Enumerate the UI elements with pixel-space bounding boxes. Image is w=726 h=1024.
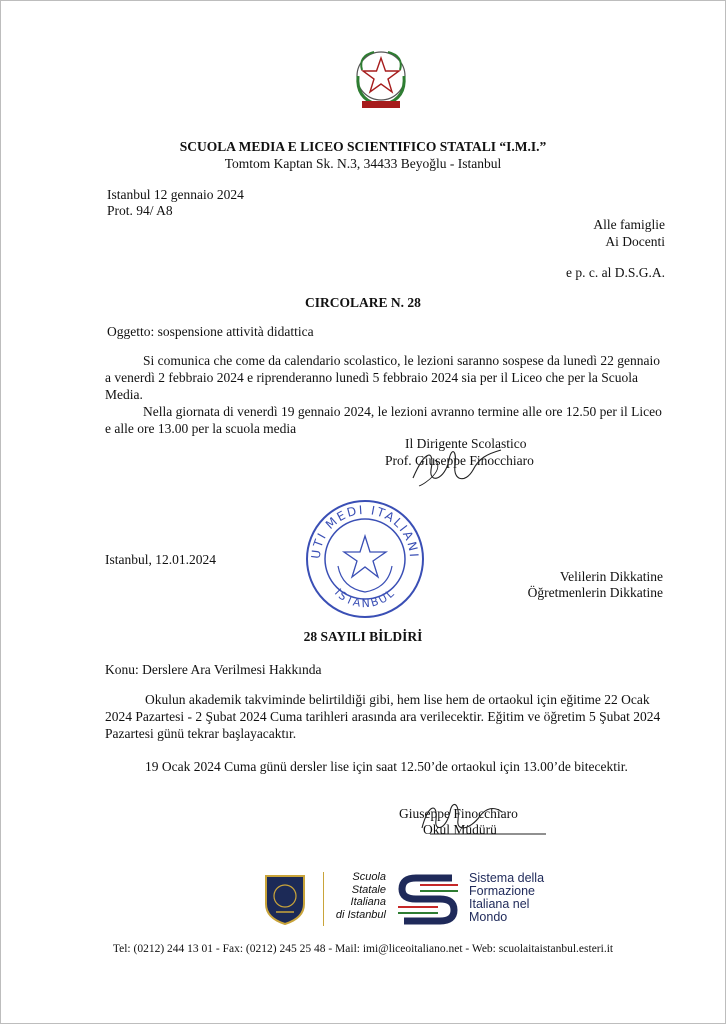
- handwritten-signature-icon: [405, 440, 515, 490]
- it-place-date: Istanbul 12 gennaio 2024: [107, 187, 244, 202]
- school-stamp-icon: [302, 496, 428, 622]
- school-logo-line: di Istanbul: [335, 908, 386, 921]
- it-protocol: Prot. 94/ A8: [107, 203, 173, 218]
- it-paragraph-1: Si comunica che come da calendario scolastico, le lezioni saranno sospese da lunedì 22 gennaio a venerdì 2 febbraio 2024 e riprenderanno lunedì 5 febbraio 2024 sia per il Liceo che per la Scuola Media.: [105, 353, 660, 402]
- footer-contacts: Tel: (0212) 244 13 01 - Fax: (0212) 245 25 48 - Mail: imi@liceoitaliano.net - Web: scuolaitaistanbul.esteri.it: [112, 943, 614, 955]
- footer-divider: [323, 872, 324, 926]
- it-signature-name: Prof. Giuseppe Finocchiaro: [385, 453, 534, 468]
- svg-text:ISTANBUL: ISTANBUL: [332, 585, 398, 611]
- it-subject: Oggetto: sospensione attività didattica: [107, 324, 314, 339]
- tr-paragraph-2: 19 Ocak 2024 Cuma günü dersler lise için saat 12.50’de ortaokul için 13.00’de bitecektir.: [145, 759, 628, 774]
- it-signature-role: Il Dirigente Scolastico: [405, 436, 527, 451]
- republic-emblem-icon: [348, 46, 414, 112]
- it-recipient-families: Alle famiglie: [593, 217, 665, 232]
- it-recipient-teachers: Ai Docenti: [605, 234, 665, 249]
- sistema-logo-text: [469, 872, 544, 924]
- it-circular-title: CIRCOLARE N. 28: [305, 295, 421, 310]
- tr-recipient-parents: Velilerin Dikkatine: [559, 569, 663, 584]
- sistema-line: Sistema della: [469, 871, 545, 885]
- tr-paragraph-1: Okulun akademik takviminde belirtildiği gibi, hem lise hem de ortaokul için eğitime 22 Ocak 2024 Pazartesi - 2 Şubat 2024 Cuma tarihleri arasında ara verilecektir. Eğitim ve öğretim 5 Şubat 2024 Pazartesi günü tekrar başlayacaktır.: [105, 692, 661, 741]
- it-cc: e p. c. al D.S.G.A.: [566, 265, 665, 280]
- school-logo-line: Italiana: [350, 896, 386, 908]
- school-logo-text: [330, 871, 386, 921]
- it-paragraph-2: Nella giornata di venerdì 19 gennaio 2024, le lezioni avranno termine alle ore 12.50 per il Liceo e alle ore 13.00 per la scuola media: [105, 404, 662, 436]
- sistema-line: Mondo: [469, 910, 508, 924]
- svg-text:UTI MEDI ITALIANI: UTI MEDI ITALIANI: [308, 502, 422, 560]
- school-address: Tomtom Kaptan Sk. N.3, 34433 Beyoğlu - Istanbul: [224, 156, 502, 171]
- sistema-logo-icon: [394, 870, 464, 928]
- school-name: SCUOLA MEDIA E LICEO SCIENTIFICO STATALI “I.M.I.”: [179, 139, 547, 154]
- tr-signature-name: Giuseppe Finocchiaro: [399, 806, 518, 821]
- tr-notice-title: 28 SAYILI BİLDİRİ: [303, 629, 423, 644]
- school-logo-line: Statale: [351, 883, 386, 896]
- school-badge-icon: [262, 872, 308, 926]
- sistema-line: Formazione: [469, 884, 535, 898]
- school-logo-line: Scuola: [352, 871, 386, 883]
- tr-recipient-teachers: Öğretmenlerin Dikkatine: [527, 585, 663, 600]
- tr-subject: Konu: Derslere Ara Verilmesi Hakkında: [105, 662, 322, 677]
- handwritten-signature-icon: [410, 792, 550, 840]
- sistema-line: Italiana nel: [469, 897, 530, 911]
- tr-place-date: Istanbul, 12.01.2024: [105, 552, 216, 567]
- tr-signature-role: Okul Müdürü: [423, 822, 497, 837]
